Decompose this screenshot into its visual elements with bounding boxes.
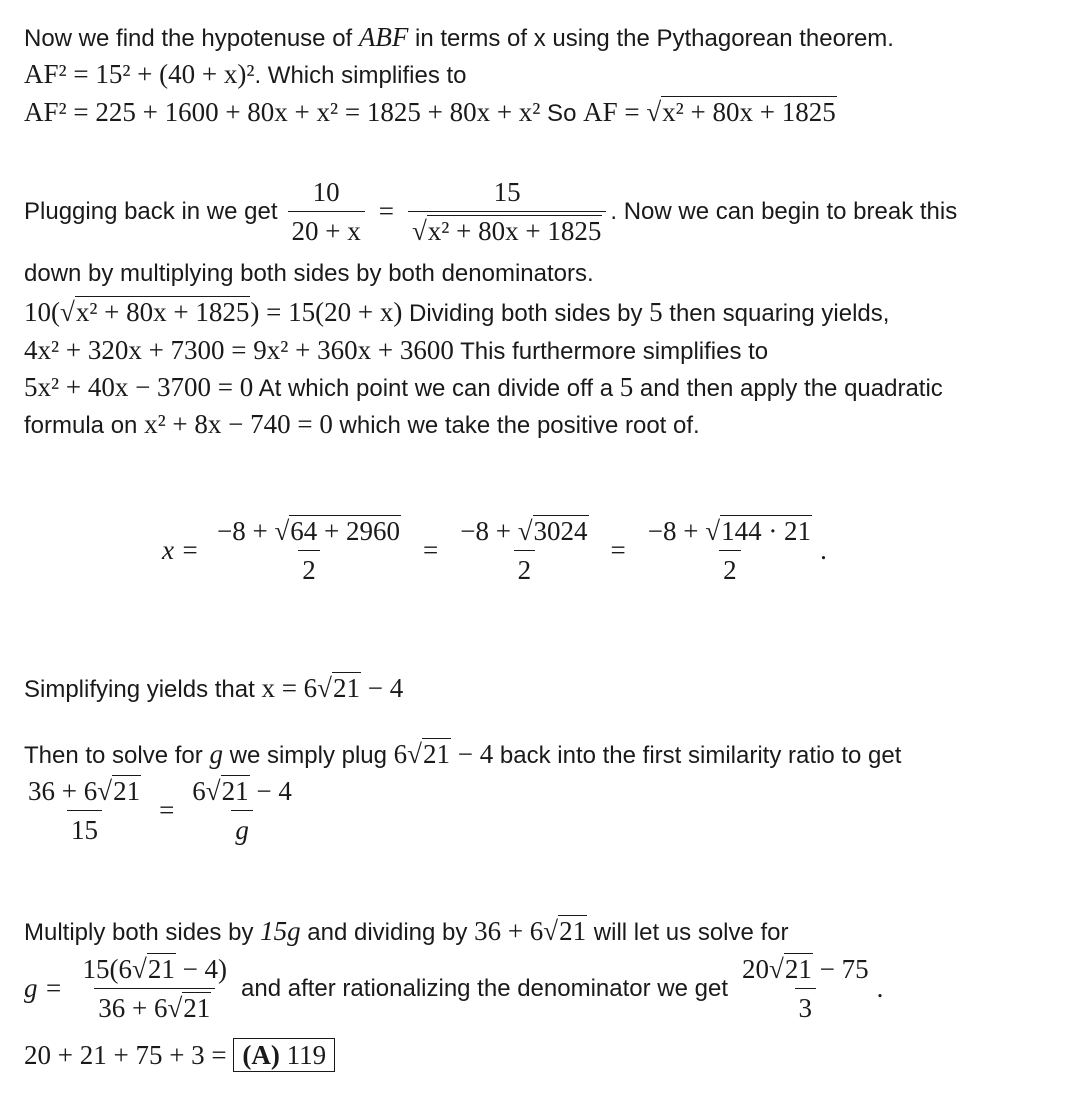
answer-letter: (A) xyxy=(242,1040,280,1070)
para2-line2 xyxy=(24,259,594,289)
numerator: −8 + √3024 xyxy=(460,516,588,546)
math-eq1: AF² = 15² + (40 + x)² xyxy=(24,59,255,89)
para1-line3 xyxy=(24,97,837,129)
radicand: x² + 80x + 1825 xyxy=(662,97,836,127)
para1-line1 xyxy=(24,22,894,54)
boxed-answer xyxy=(233,1038,335,1072)
text: and after rationalizing the denominator we get xyxy=(241,974,729,1002)
radicand: 64 + 2960 xyxy=(290,516,400,546)
math-five: 5 xyxy=(619,372,634,402)
fraction-2 xyxy=(456,515,592,586)
math-eq5: 4x² + 320x + 7300 = 9x² + 360x + 3600 xyxy=(24,335,454,365)
math-part: 20 xyxy=(742,954,770,984)
text: and dividing by xyxy=(300,919,475,946)
math-part: ) = 15(20 + x) xyxy=(250,297,403,327)
equals-sign: = xyxy=(610,535,626,565)
radicand: 21 xyxy=(221,776,249,806)
fraction-left xyxy=(24,775,145,846)
text: and then apply the quadratic xyxy=(633,375,943,402)
math-part: 6 xyxy=(393,739,408,769)
math-part: −8 + xyxy=(216,516,275,546)
text: in terms of x using the Pythagorean theorem. xyxy=(408,25,894,52)
denominator: 3 xyxy=(795,988,817,1024)
fraction-3 xyxy=(644,515,816,586)
quadratic-display xyxy=(162,515,827,586)
fraction-1 xyxy=(213,515,405,586)
radicand: 21 xyxy=(784,954,812,984)
radicand: 21 xyxy=(333,673,360,703)
equals-sign: = xyxy=(378,196,394,226)
math-value: 6√21 − 4 xyxy=(393,739,494,769)
text: Dividing both sides by xyxy=(402,300,650,327)
math-part: 36 + 6 xyxy=(474,916,544,946)
numerator: 15(6√21 − 4) xyxy=(82,954,228,984)
para2-line5 xyxy=(24,372,943,404)
text: which we take the positive root of. xyxy=(332,412,700,439)
radicand: 21 xyxy=(183,993,211,1023)
math-part: −8 + xyxy=(460,516,518,546)
text: . Now we can begin to break this xyxy=(610,197,958,225)
denominator: g xyxy=(231,810,253,846)
text: will let us solve for xyxy=(587,919,789,946)
numerator: −8 + √144 · 21 xyxy=(647,516,812,546)
radicand: 144 · 21 xyxy=(721,516,812,546)
math-part: − 4 xyxy=(361,673,404,703)
para2-line4 xyxy=(24,335,768,367)
radicand: 21 xyxy=(423,739,450,769)
final-line xyxy=(24,1040,335,1072)
fraction-10-over-20x xyxy=(288,176,365,247)
para2-line6 xyxy=(24,409,700,441)
denominator: 15 xyxy=(67,810,102,846)
math-part: 6 xyxy=(192,776,206,806)
fraction-15-over-root xyxy=(408,176,606,247)
text: Then to solve for xyxy=(24,742,210,769)
math-abf: ABF xyxy=(358,22,409,52)
denominator: 36 + 6√21 xyxy=(94,988,215,1024)
math-five: 5 xyxy=(649,297,663,327)
text: then squaring yields, xyxy=(662,300,890,327)
text: . Which simplifies to xyxy=(254,62,467,89)
math-part: x = 6 xyxy=(261,673,318,703)
radicand: 21 xyxy=(559,916,587,946)
math-part: 10( xyxy=(24,297,60,327)
period: . xyxy=(876,973,884,1003)
radicand: x² + 80x + 1825 xyxy=(75,297,250,327)
para2-equation-line xyxy=(24,176,957,247)
math-eq2: AF² = 225 + 1600 + 80x + x² = 1825 + 80x + x² xyxy=(24,97,541,127)
text: formula on xyxy=(24,412,145,439)
radicand: x² + 80x + 1825 xyxy=(427,216,602,246)
numerator: 6√21 − 4 xyxy=(192,776,292,806)
math-g: g xyxy=(209,739,223,769)
answer-value: 119 xyxy=(286,1040,327,1070)
numerator: −8 + √64 + 2960 xyxy=(216,516,400,546)
math-part: − 4) xyxy=(175,954,228,984)
math-eq7: x² + 8x − 740 = 0 xyxy=(144,409,333,439)
x-equals: x = xyxy=(162,535,199,565)
fraction-right xyxy=(188,775,296,846)
para5-line2 xyxy=(24,953,883,1024)
text: Plugging back in we get xyxy=(24,197,278,225)
text: Now we find the hypotenuse of xyxy=(24,25,359,52)
equals-sign: = xyxy=(159,795,175,825)
math-eq4: 10(√x² + 80x + 1825) = 15(20 + x) xyxy=(24,297,403,327)
math-divisor: 36 + 6√21 xyxy=(474,916,587,946)
para1-line2 xyxy=(24,59,467,91)
math-sum: 20 + 21 + 75 + 3 = xyxy=(24,1040,227,1070)
math-part: 15(6 xyxy=(82,954,132,984)
math-15g: 15g xyxy=(260,916,301,946)
para5-line1 xyxy=(24,916,789,948)
g-equals: g = xyxy=(24,973,63,1003)
equals-sign: = xyxy=(423,535,439,565)
denominator: 2 xyxy=(514,550,536,586)
radicand: 21 xyxy=(113,776,141,806)
math-part: −8 + xyxy=(647,516,706,546)
math-part: 36 + 6 xyxy=(98,993,168,1023)
math-eq3-lhs: AF = √ xyxy=(583,97,662,127)
numerator: 10 xyxy=(312,177,340,207)
numerator: 36 + 6√21 xyxy=(28,776,141,806)
text: we simply plug xyxy=(222,742,394,769)
math-part: − 75 xyxy=(812,954,869,984)
fraction-result xyxy=(738,953,873,1024)
text: down by multiplying both sides by both denominators. xyxy=(24,260,594,287)
radicand: 21 xyxy=(147,954,175,984)
para3-line xyxy=(24,673,403,705)
denominator: 2 xyxy=(298,550,320,586)
text: back into the first similarity ratio to get xyxy=(493,742,902,769)
math-part: 36 + 6 xyxy=(28,776,98,806)
denominator: √x² + 80x + 1825 xyxy=(408,211,606,247)
math-eq3 xyxy=(583,96,837,127)
similarity-ratio xyxy=(20,775,300,846)
math-part: − 4 xyxy=(451,739,494,769)
denominator: 2 xyxy=(719,550,741,586)
text: This furthermore simplifies to xyxy=(453,338,769,365)
numerator: 20√21 − 75 xyxy=(742,954,869,984)
text: At which point we can divide off a xyxy=(253,375,620,402)
fraction-g xyxy=(78,953,231,1024)
math-eq6: 5x² + 40x − 3700 = 0 xyxy=(24,372,254,402)
para4-line xyxy=(24,739,901,771)
radicand: 3024 xyxy=(533,516,588,546)
text: Simplifying yields that xyxy=(24,676,262,703)
math-part: − 4 xyxy=(249,776,292,806)
numerator: 15 xyxy=(493,177,521,207)
text: Multiply both sides by xyxy=(24,919,261,946)
period: . xyxy=(820,535,827,565)
para2-line3 xyxy=(24,297,889,329)
math-x-value: x = 6√21 − 4 xyxy=(261,673,404,703)
text: So xyxy=(540,100,584,127)
denominator: 20 + x xyxy=(288,211,365,247)
